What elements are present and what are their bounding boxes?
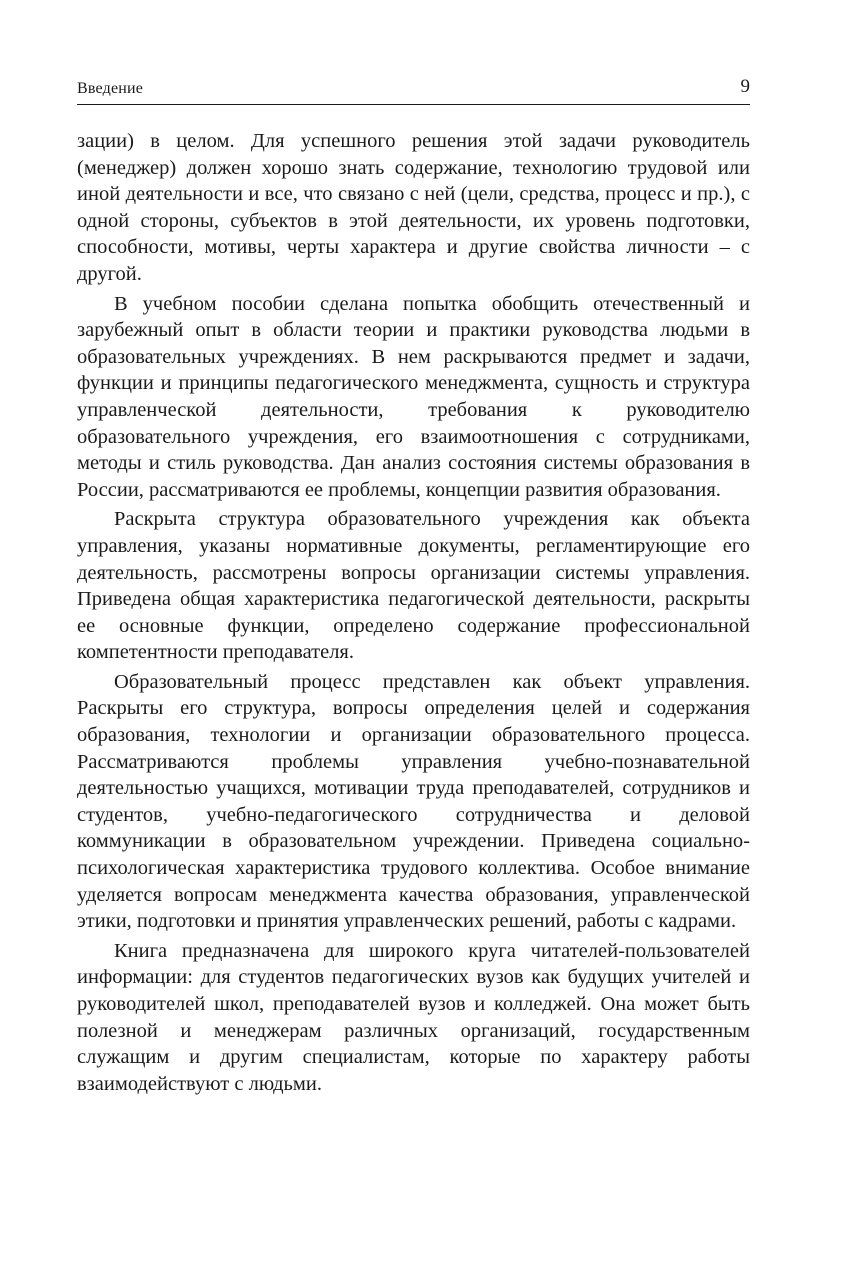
paragraph-continuation: зации) в целом. Для успешного решения этой задачи руководитель (менеджер) должен хорошо знать содержание, технологию трудовой или иной деятельности и все, что связано с ней (цели, средства, процесс и пр.), с одной стороны, субъектов в этой деятельности, их уровень подготовки, способности, мотивы, черты характера и другие свойства личности – с другой. [77, 130, 750, 285]
paragraph: Образовательный процесс представлен как объект управления. Раскрыты его структура, вопросы определения целей и содержания образования, технологии и организации образовательного процесса. Рассматриваются проблемы управления учебно-познавательной деятельностью учащихся, мотивации труда преподавателей, сотрудников и студентов, учебно-педагогического сотрудничества и деловой коммуникации в образовательном учреждении. Приведена социально-психологическая характеристика трудового коллектива. Особое внимание уделяется вопросам менеджмента качества образования, управленческой этики, подготовки и принятия управленческих решений, работы с кадрами. [77, 670, 750, 933]
paragraph: Книга предназначена для широкого круга читателей-пользователей информации: для студентов педагогических вузов как будущих учителей и руководителей школ, преподавателей вузов и колледжей. Она может быть полезной и менеджерам различных организаций, государственным служащим и другим специалистам, которые по характеру работы взаимодействуют с людьми. [77, 939, 750, 1095]
body-text [77, 128, 750, 1097]
running-header [77, 76, 750, 105]
page-number: 9 [740, 76, 750, 97]
section-title: Введение [77, 80, 144, 97]
paragraph: Раскрыта структура образовательного учреждения как объекта управления, указаны нормативные документы, регламентирующие его деятельность, рассмотрены вопросы организации системы управления. Приведена общая характеристика педагогической деятельности, раскрыты ее основные функции, определено содержание профессиональной компетентности преподавателя. [77, 508, 750, 664]
paragraph: В учебном пособии сделана попытка обобщить отечественный и зарубежный опыт в области теории и практики руководства людьми в образовательных учреждениях. В нем раскрываются предмет и задачи, функции и принципы педагогического менеджмента, сущность и структура управленческой деятельности, требования к руководителю образовательного учреждения, его взаимоотношения с сотрудниками, методы и стиль руководства. Дан анализ состояния системы образования в России, рассматриваются ее проблемы, концепции развития образования. [77, 292, 750, 501]
